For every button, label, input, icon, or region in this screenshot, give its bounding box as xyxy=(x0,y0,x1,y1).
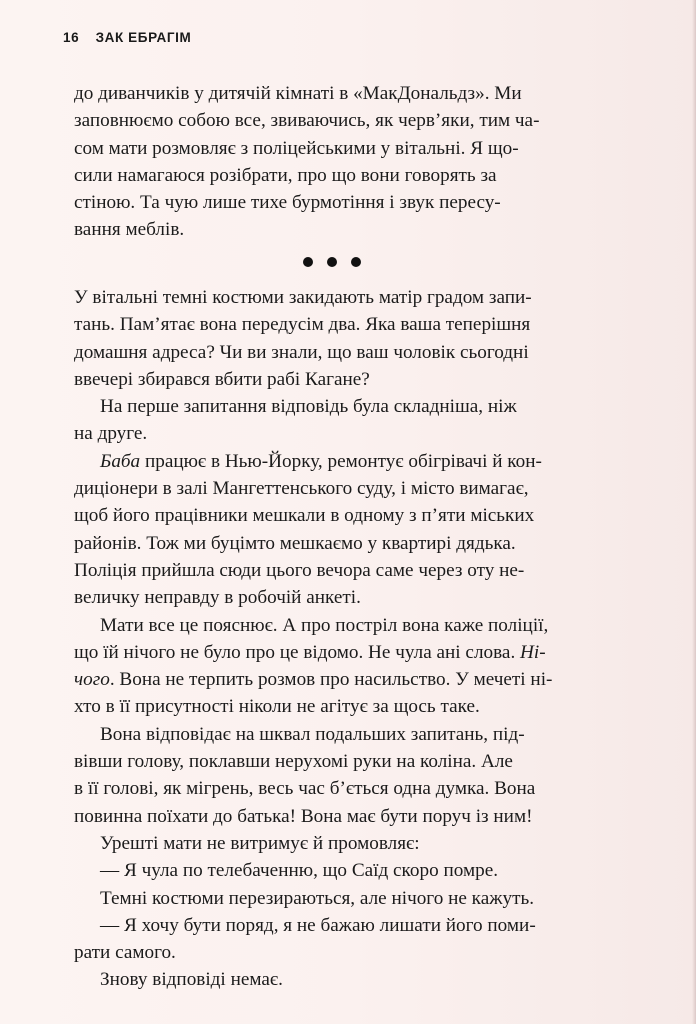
text-line: Поліція прийшла сюди цього вечора саме через оту не- xyxy=(74,559,525,581)
text-line: вівши голову, поклавши нерухомі руки на коліна. Але xyxy=(74,751,513,773)
separator-dot xyxy=(327,257,337,267)
text-line: до диванчиків у дитячій кімнаті в «МакДональдз». Ми xyxy=(74,83,522,104)
text-line: — Я чула по телебаченню, що Саїд скоро помре. xyxy=(100,860,499,882)
text-line: ввечері збирався вбити рабі Кагане? xyxy=(74,368,370,390)
italic-word: Ні- xyxy=(520,641,546,663)
paragraph xyxy=(74,393,574,448)
paragraph xyxy=(74,448,574,612)
text-line: хто в її присутності ніколи не агітує за щось таке. xyxy=(74,696,480,718)
text-line: вання меблів. xyxy=(74,219,185,241)
text-line: Мати все це пояснює. А про постріл вона каже поліції, xyxy=(100,614,549,636)
text-line: Урешті мати не витримує й промовляє: xyxy=(100,832,420,854)
text-span: працює в Нью-Йорку, ремонтує обігрівачі й кон- xyxy=(140,450,542,472)
paragraph xyxy=(74,284,574,393)
text-line: рати самого. xyxy=(74,942,176,964)
dialogue-line xyxy=(74,912,574,967)
text-line: стіною. Та чую лише тихе бурмотіння і звук пересу- xyxy=(74,192,501,214)
section-separator xyxy=(300,255,365,269)
text-line: повинна поїхати до батька! Вона має бути поруч із ним! xyxy=(74,805,533,827)
paragraph xyxy=(74,830,574,857)
paragraph xyxy=(74,966,574,993)
text-span: . Вона не терпить розмов про насильство. У мечеті ні- xyxy=(109,669,553,691)
main-text xyxy=(74,284,574,994)
text-line: домашня адреса? Чи ви знали, що ваш чоловік сьогодні xyxy=(74,341,529,363)
text-line: районів. Тож ми буцімто мешкаємо у квартирі дядька. xyxy=(74,532,516,554)
running-header xyxy=(63,30,191,45)
text-line xyxy=(74,448,574,475)
text-line: Темні костюми перезираються, але нічого не кажуть. xyxy=(100,887,535,909)
text-line: величку неправду в робочій анкеті. xyxy=(74,587,361,609)
text-line: на друге. xyxy=(74,423,148,445)
text-line: щоб його працівники мешкали в одному з п’яти міських xyxy=(74,505,535,527)
running-title: ЗАК ЕБРАГІМ xyxy=(95,30,192,45)
text-line: У вітальні темні костюми закидають матір градом запи- xyxy=(74,287,532,308)
text-line xyxy=(74,639,574,666)
separator-dot xyxy=(351,257,361,267)
top-paragraph xyxy=(74,80,574,244)
text-line: Знову відповіді немає. xyxy=(100,969,283,991)
page-number: 16 xyxy=(63,30,80,45)
text-line: На перше запитання відповідь була складніша, ніж xyxy=(100,396,517,418)
text-line: заповнюємо собою все, звиваючись, як черв’яки, тим ча- xyxy=(74,110,540,132)
text-line xyxy=(74,666,574,693)
paragraph xyxy=(74,885,574,912)
text-line: сили намагаюся розібрати, про що вони говорять за xyxy=(74,164,497,186)
text-line: Вона відповідає на шквал подальших запитань, під- xyxy=(100,723,525,745)
text-line: в її голові, як мігрень, весь час б’ється одна думка. Вона xyxy=(74,778,536,800)
page-edge-shadow xyxy=(692,0,696,1024)
text-span: що їй нічого не було про це відомо. Не чула ані слова. xyxy=(74,641,521,663)
text-line: тань. Пам’ятає вона передусім два. Яка ваша теперішня xyxy=(74,314,531,336)
paragraph xyxy=(74,721,574,830)
italic-word: чого xyxy=(74,669,110,691)
italic-word: Баба xyxy=(100,450,141,472)
dialogue-line xyxy=(74,857,574,884)
separator-dot xyxy=(303,257,313,267)
text-line: сом мати розмовляє з поліцейськими у вітальні. Я що- xyxy=(74,137,519,159)
paragraph xyxy=(74,612,574,721)
text-line: диціонери в залі Мангеттенського суду, і місто вимагає, xyxy=(74,478,529,500)
text-line: — Я хочу бути поряд, я не бажаю лишати його поми- xyxy=(100,914,536,936)
